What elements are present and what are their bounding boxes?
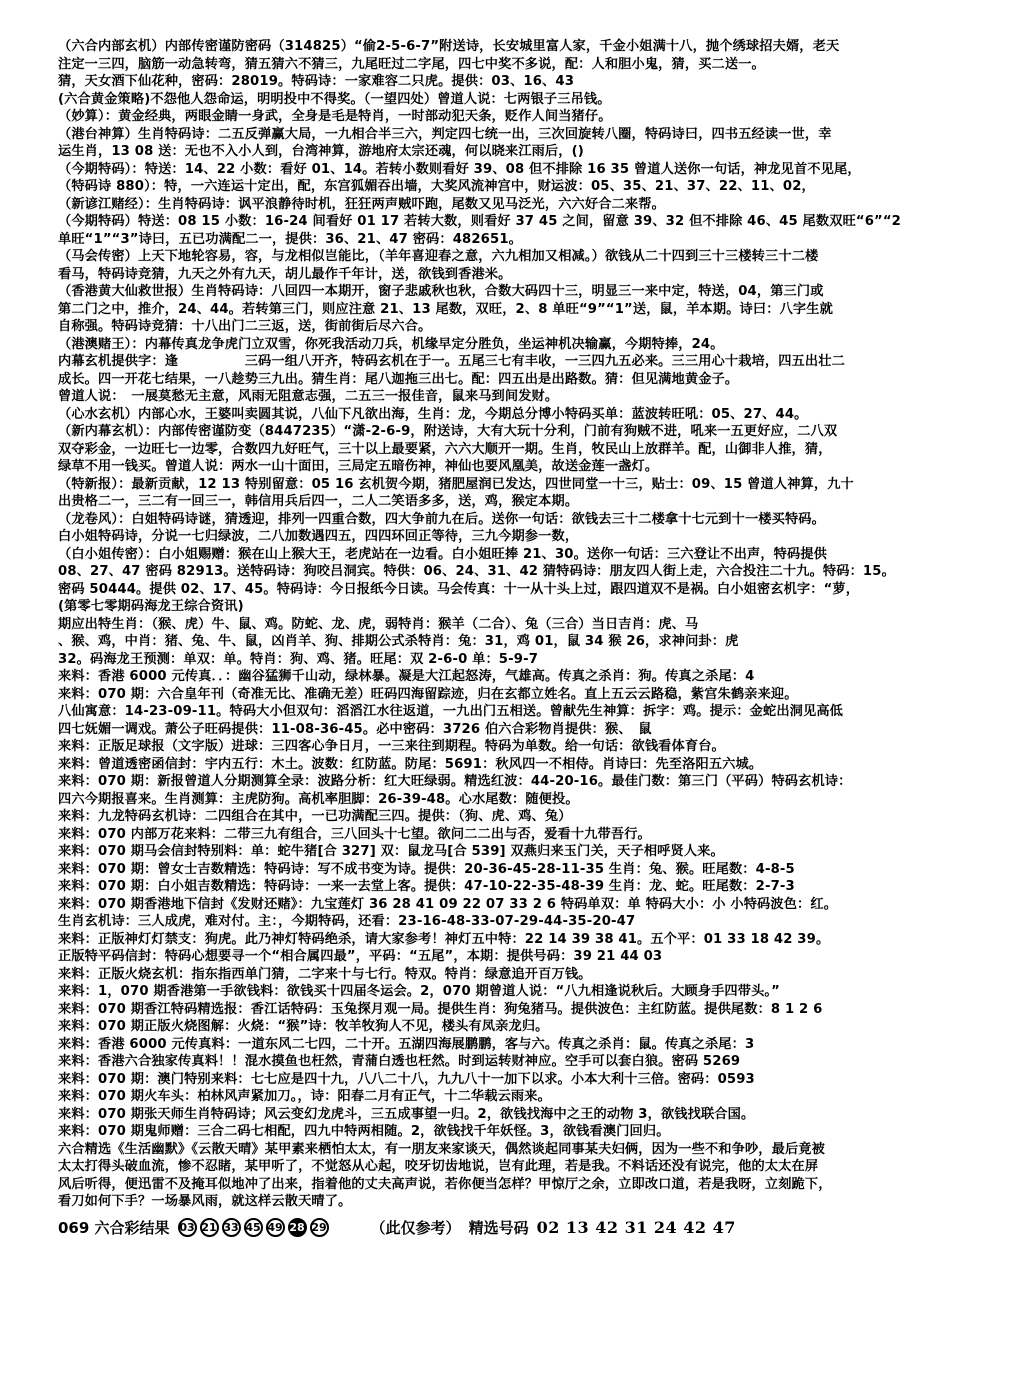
text-line: 第二门之中，推介，24、44。若转第三门，则应注意 21、13 尾数，双旺，2、8 单旺“9”“1”送，鼠，羊本期。诗曰：八字生就 bbox=[58, 301, 833, 317]
result-ball: 33 bbox=[222, 1218, 241, 1237]
text-line: 来料：1，070 期香港第一手欲钱料：欲钱买十四届冬运会。2，070 期曾道人说：“八九相逢说秋后。大顾身手四带头。” bbox=[58, 984, 780, 999]
text-line: （白小姐传密）：白小姐赐赠：猴在山上猴大王，老虎站在一边看。白小姐旺捧 21、30。送你一句话：三六登让不出声，特码提供 bbox=[58, 546, 828, 562]
text-line: 白小姐特码诗，分说一七归绿波，二八加数遇四五，四四环回正等待，三九今期参一数， bbox=[58, 529, 579, 544]
text-line: 来料：曾道透密函信封：宇内五行：木土。波数：红防蓝。防尾：5691：秋风四一不相侍。肖诗曰：先至洛阳五六城。 bbox=[58, 756, 763, 772]
text-line: 运生肖，13 08 送：无也不入小人到，台湾神算，游地府太宗还魂，何以晓来江雨后，() bbox=[58, 144, 584, 159]
text-line: 内幕玄机提供字：逢 三码一组八开齐，特码玄机在于一。五尾三七有丰收，一三四九五必来。三三用心十栽培，四五出壮二 bbox=[58, 354, 845, 369]
text-line: （特码诗 880）：特，一六连运十定出，配，东宫狐媚吞出墙，大奖风流神宫中，财运波：05、35、21、37、22、11、02， bbox=[58, 179, 815, 194]
text-line: 来料：070 期：澳门特别来料：七七应是四十九，八八二十八，九九八十一加下以求。小本大利十三倍。密码：0593 bbox=[58, 1071, 755, 1087]
text-line: 注定一三四，脑筋一动急转弯，猜五猜六不猜三，九尾旺过二字尾，四七中奖不多说，配：人和胆小鬼，猜，买二送一。 bbox=[58, 56, 765, 72]
text-line: （心水玄机）内部心水，王婆叫卖圆其说，八仙下凡欲出海，生肖：龙，今期总分博小特码买单：蓝波转旺吼：05、27、44。 bbox=[58, 406, 808, 422]
text-line: 风后听得，便迅雷不及掩耳似地冲了出来，指着他的丈夫高声说，若你便当怎样？甲惊厅之余，立即改口道，若是我呀，立刻跪下， bbox=[58, 1176, 832, 1192]
result-ball: 28 bbox=[288, 1218, 307, 1237]
text-line: 生肖玄机诗：三人成虎，难对付。主：，今期特码，还看：23-16-48-33-07-29-44-35-20-47 bbox=[58, 914, 636, 929]
text-line: 来料：070 期马会信封特别料：单：蛇牛猪[合 327] 双：鼠龙马[合 539] 双燕归来玉门关，天子相呼贤人来。 bbox=[58, 844, 724, 859]
result-ball: 03 bbox=[178, 1218, 197, 1237]
result-ball: 49 bbox=[266, 1218, 285, 1237]
text-line: （妙算）：黄金经典，两眼金睛一身武，全身是毛是特肖，一时部动犯天条，贬作人间当猪仔。 bbox=[58, 109, 612, 124]
text-line: 来料：070 期香江特码精选报：香江话特码：玉兔探月观一局。提供生肖：狗兔猪马。提供波色：主红防蓝。提供尾数：8 1 2 6 bbox=[58, 1001, 823, 1017]
text-line: （龙卷风）：白姐特码诗谜，猜透迎，排列一四重合数，四大争前九在后。送你一句话：欲钱去三十二楼拿十七元到十一楼买特码。 bbox=[58, 511, 825, 527]
picks-label: 精选号码 bbox=[468, 1218, 529, 1237]
text-line: 来料：070 期：新报曾道人分期测算全录：波路分析：红大旺绿弱。精选红波：44-20-16。最佳门数：第三门（平码）特码玄机诗： bbox=[58, 774, 852, 789]
text-line: 正版特平码信封：特码心想要寻一个“相合属四最”，平码：“五尾”，本期：提供号码：39 21 44 03 bbox=[58, 949, 663, 964]
text-line: （特新报）：最新贡献，12 13 特别留意：05 16 玄机贺今期，猪肥屋润已发达，四世同堂一十三，贴士：09、15 曾道人神算，九十 bbox=[58, 476, 854, 492]
text-line: 四六今期报喜来。生肖测算：主虎防狗。高机率胆脚：26-39-48。心水尾数：随便投。 bbox=[58, 791, 579, 807]
text-line: 来料：正版火烧玄机：指东指西单门猜，二字来十与七行。特双。特肖：绿意追开百万钱。 bbox=[58, 966, 592, 982]
text-line: 四七妩媚一调戏。萧公子旺码提供：11-08-36-45。必中密码：3726 伯六合彩物肖提供：猴、 鼠 bbox=[58, 721, 652, 737]
text-line: 来料：070 期正版火烧图解：火烧：“猴”诗：牧羊牧狗人不见，楼头有凤亲龙归。 bbox=[58, 1019, 549, 1034]
text-line: 来料：070 期张天师生肖特码诗；风云变幻龙虎斗，三五成事望一归。2，欲钱找海中之王的动物 3，欲钱找联合国。 bbox=[58, 1106, 755, 1122]
text-line: 来料：正版足球报（文字版）进球：三四客心争日月，一三来往到期程。特码为单数。给一句话：欲钱看体育台。 bbox=[58, 739, 725, 754]
text-line: 期应出特生肖：（猴、虎）牛、鼠、鸡。防蛇、龙、虎，弱特肖：猴羊（二合）、兔（三合）当日吉肖：虎、马 bbox=[58, 616, 699, 632]
text-line: （六合内部玄机）内部传密谨防密码（314825）“偷2-5-6-7”附送诗，长安城里富人家，千金小姐满十八，抛个绣球招夫婿，老天 bbox=[58, 39, 840, 54]
result-ball: 21 bbox=[200, 1218, 219, 1237]
text-line: 来料：正版神灯灯禁支：狗虎。此乃神灯特码绝杀，请大家参考！神灯五中特：22 14 39 38 41。五个平：01 33 18 42 39。 bbox=[58, 931, 830, 947]
text-line: 六合精选《生活幽默》《云散天晴》某甲素来栖怕太太，有一朋友来家谈天，偶然谈起同事某夫妇俩，因为一些不和争吵，最后竟被 bbox=[58, 1141, 825, 1157]
result-balls bbox=[178, 1218, 329, 1237]
text-line: 32。码海龙王预测：单双：单。特肖：狗、鸡、猪。旺尾：双 2-6-0 单：5-9-7 bbox=[58, 651, 539, 667]
result-ball: 29 bbox=[310, 1218, 329, 1237]
text-line: （港台神算）生肖特码诗：二五反弹赢大局，一九相合半三六，判定四七统一出，三次回旋转八圈，特码诗曰，四书五经读一世，幸 bbox=[58, 126, 832, 142]
text-line: 自称强。特码诗竞猜：十八出门二三返，送，街前街后尽六合。 bbox=[58, 319, 432, 334]
text-line: 出贵格二一，三二有一回三一，韩信用兵后四一，二人二笑语多多，送，鸡，猴定本期。 bbox=[58, 494, 579, 509]
text-line: 曾道人说： 一展莫愁无主意，风雨无阻意志强，二五三一报佳音，鼠来马到间发财。 bbox=[58, 389, 559, 404]
text-line: 来料：九龙特码玄机诗：二四组合在其中，一已功满配三四。提供：（狗、虎、鸡、兔） bbox=[58, 809, 572, 824]
text-line: 密码 50444。提供 02、17、45。特码诗：今日报纸今日读。马会传真：十一从十头上过，跟四道双不是祸。白小姐密玄机字：“萝， bbox=[58, 581, 860, 597]
reference-note: （此仅参考） bbox=[370, 1218, 461, 1237]
text-line: (第零七零期码海龙王综合资讯) bbox=[58, 599, 244, 614]
text-line: （今期特码）：特送：14、22 小数：看好 01、14。若转小数则看好 39、08 但不排除 16 35 曾道人送你一句话，神龙见首不见尾， bbox=[58, 161, 861, 177]
text-line: 来料：香港 6000 元传真．．：幽谷猛狮千山动，绿林暴。凝是大江起怒涛，气雄高。传真之杀肖：狗。传真之杀尾：4 bbox=[58, 669, 755, 684]
picks-numbers: 02 13 42 31 24 42 47 bbox=[536, 1217, 736, 1237]
result-label: 069 六合彩结果 bbox=[58, 1218, 170, 1237]
text-line: 双夺彩金，一边旺七一边零，合数四九好旺气，三十以上最要紧，六六大顺开一期。生肖，牧民山上放群羊。配，山御非人推，猜， bbox=[58, 441, 832, 457]
text-line: 、猴、鸡，中肖：猪、兔、牛、鼠，凶肖羊、狗、排期公式杀特肖：兔：31，鸡 01，鼠 34 猴 26，求神问卦：虎 bbox=[58, 634, 739, 649]
text-line: 成长。四一开花七结果，一八趁势三九出。猜生肖：尾八迦拖三出七。配：四五出是出路数。猜：但见满地黄金子。 bbox=[58, 371, 739, 387]
text-line: 来料：070 期：白小姐吉数精选：特码诗：一来一去堂上客。提供：47-10-22-35-48-39 生肖：龙、蛇。旺尾数：2-7-3 bbox=[58, 879, 795, 894]
text-line: （马会传密）上天下地轮容易，容，与龙相似岂能比，（羊年喜迎春之意，六九相加又相减。）欲钱从二十四到三十三楼转三十二楼 bbox=[58, 249, 819, 264]
text-line: 来料：070 期香港地下信封《发财还赌》：九宝莲灯 36 28 41 09 22 07 33 2 6 特码单双：单 特码大小：小 小特码波色：红。 bbox=[58, 896, 838, 912]
text-line: 来料：070 期：曾女士吉数精选：特码诗：写不成书变为诗。提供：20-36-45-28-11-35 生肖：兔、猴。旺尾数：4-8-5 bbox=[58, 861, 795, 877]
text-line: （香港黄大仙救世报）生肖特码诗：八回四一本期开，窗子悲戚秋也秋，合数大码四十三，明显三一来中定，特送，04，第三门或 bbox=[58, 284, 824, 299]
text-line: （今期特码）特送：08 15 小数：16-24 间看好 01 17 若转大数，则看好 37 45 之间，留意 39、32 但不排除 46、45 尾数双旺“6”“2 bbox=[58, 214, 902, 229]
text-line: 来料：070 期：六合皇年刊（奇准无比、准确无差）旺码四海留踪迹，归在玄都立姓名。直上五云云路稳，紫宫朱鹤亲来迎。 bbox=[58, 686, 798, 702]
text-line: 08、27、47 密码 82913。送特码诗：狗咬吕洞宾。特供：06、24、31、42 猜特码诗：朋友四人街上走，六合投注二十九。特码：15。 bbox=[58, 564, 895, 579]
text-line: 来料：070 期火车头：柏林风声紧加刀。，诗：阳春二月有正气，十二华载云雨来。 bbox=[58, 1089, 551, 1104]
document-body bbox=[58, 38, 963, 1211]
text-line: （新内幕玄机）：内部传密谨防变（8447235）“潇-2-6-9，附送诗，大有大玩十分利，门前有狗贼不进，吼来一五更好应，二八双 bbox=[58, 424, 838, 439]
result-ball: 45 bbox=[244, 1218, 263, 1237]
text-line: 太太打得头破血流，惨不忍睹，某甲听了，不觉怒从心起，咬牙切齿地说，岂有此理，若是我。不料话还没有说完，他的太太在屏 bbox=[58, 1159, 819, 1174]
text-line: （港澳赌王）：内幕传真龙争虎门立双雪，你死我活动刀兵，机缘早定分胜负，坐运神机决输赢，今期特捧，24。 bbox=[58, 336, 724, 352]
result-footer bbox=[58, 1217, 963, 1238]
text-line: 单旺“1”“3”诗曰，五已功满配二一，提供：36、21、47 密码：482651。 bbox=[58, 231, 522, 247]
text-line: 来料：070 内部万花来料：二带三九有组合，三八回头十七望。欲问二二出与否，爱看十九带吾行。 bbox=[58, 826, 651, 842]
text-line: 猜，天女酒下仙花种，密码：28019。特码诗：一家难容二只虎。提供：03、16、43 bbox=[58, 74, 575, 89]
text-line: （新谚江赌经）：生肖特码诗：讽平浪静待时机，狂狂两声贼吓跑，尾数又见马泛光，六六好合二来帮。 bbox=[58, 196, 665, 212]
text-line: 看马，特码诗竞猜，九天之外有九天，胡儿最作千年计，送，欲钱到香港米。 bbox=[58, 266, 512, 282]
text-line: 来料：香港 6000 元传真料：一道东风二七四，二十开。五湖四海展鹏鹏，客与六。传真之杀肖：鼠。传真之杀尾：3 bbox=[58, 1036, 755, 1052]
text-line: 八仙寓意：14-23-09-11。特码大小但双句：滔滔江水往返道，一九出门五相送。曾献先生神算：拆字：鸡。提示：金蛇出洞见高低 bbox=[58, 704, 844, 719]
text-line: (六合黄金策略)不怨他人怨命运，明明投中不得奖。（一望四处）曾道人说：七两银子三吊钱。 bbox=[58, 91, 611, 107]
text-line: 看刀如何下手？一场暴风雨，就这样云散天晴了。 bbox=[58, 1194, 352, 1209]
text-line: 来料：070 期鬼师赠：三合二码七相配，四九中特两相随。2，欲钱找千年妖怪。3，欲钱看澳门回归。 bbox=[58, 1124, 670, 1139]
text-line: 绿草不用一钱买。曾道人说：两水一山十面田，三局定五暗伤神，神仙也要风凰美，故送金莲一盏灯。 bbox=[58, 459, 659, 474]
text-line: 来料：香港六合独家传真料！！混水摸鱼也枉然，青蒲白透也枉然。时到运转财神应。空手可以套白狼。密码 5269 bbox=[58, 1054, 741, 1069]
